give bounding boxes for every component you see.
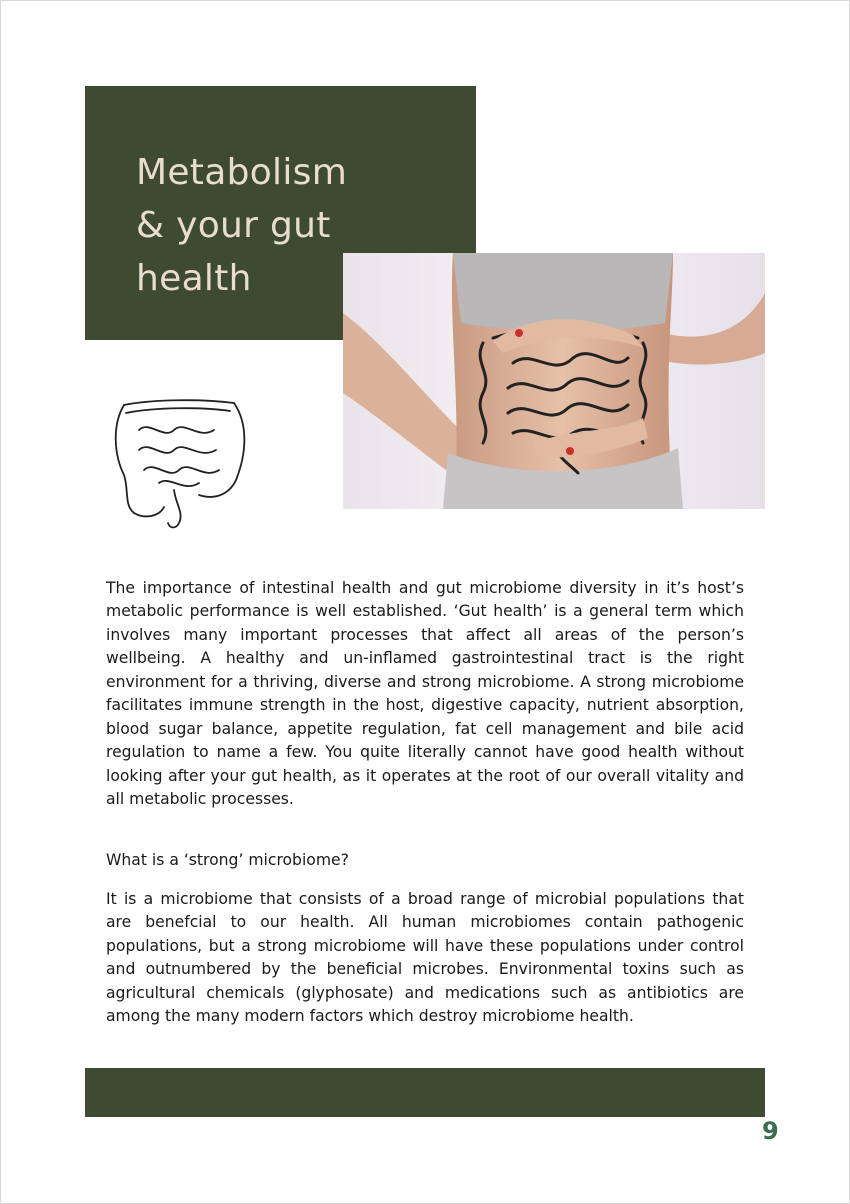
intestine-sketch-icon [104,395,256,531]
answer-paragraph: It is a microbiome that consists of a broad range of microbial populations that are benefcial to our health. All human microbiomes contain pathogenic populations, but a strong microbiome will have these populations under control and outnumbered by the beneficial microbes. Environmental toxins such as agricultural chemicals (glyphosate) and medications such as antibiotics are among the many modern factors which destroy microbiome health. [106,889,744,1026]
page-number: 9 [762,1117,779,1145]
hero-photo [343,253,765,509]
question-heading: What is a ‘strong’ microbiome? [106,851,349,869]
footer-bar [85,1068,765,1117]
intro-paragraph: The importance of intestinal health and gut microbiome diversity in it’s host’s metabolic performance is well established. ‘Gut health’ is a general term which involves many important processes that affect all areas of the person’s wellbeing. A healthy and un-inflamed gastrointestinal tract is the right environment for a thriving, diverse and strong microbiome. A strong microbiome facilitates immune strength in the host, digestive capacity, nutrient absorption, blood sugar balance, appetite regulation, fat cell management and bile acid regulation to name a few. You quite literally cannot have good health without looking after your gut health, as it operates at the root of our overall vitality and all metabolic processes. [106,578,744,809]
title-line-2: & your gut [136,205,331,246]
torso-intestine-illustration [343,253,765,509]
title-line-3: health [136,258,252,299]
title-line-1: Metabolism [136,152,348,193]
